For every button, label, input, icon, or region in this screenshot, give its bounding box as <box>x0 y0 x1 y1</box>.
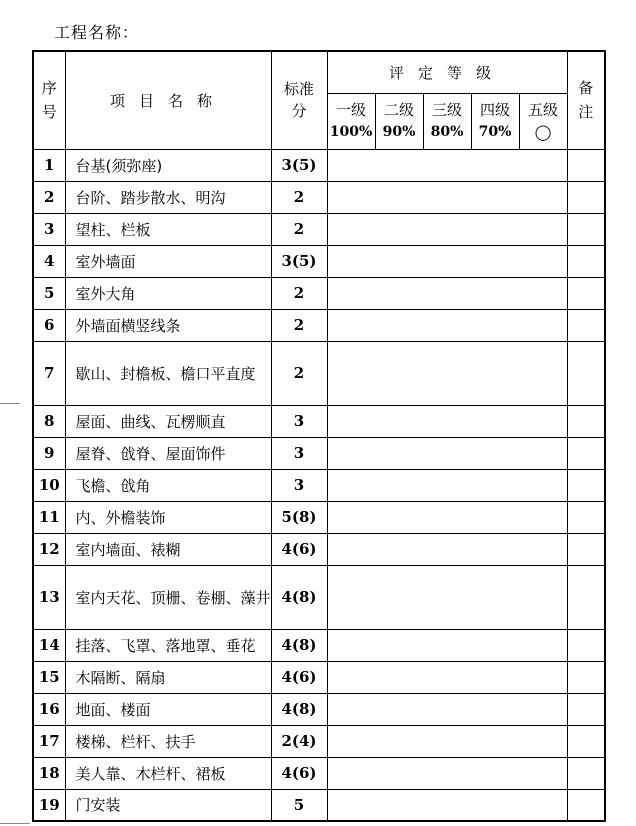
grade-cell[interactable] <box>327 277 567 309</box>
level-4-header <box>471 93 519 149</box>
level-5-name: 五级 <box>527 101 558 119</box>
standard-score: 4(6) <box>271 757 327 789</box>
table-row <box>33 565 605 629</box>
row-number: 17 <box>33 725 65 757</box>
grade-cell[interactable] <box>327 309 567 341</box>
remark-cell[interactable] <box>567 757 605 789</box>
item-name: 飞檐、戗角 <box>65 469 271 501</box>
level-4-name: 四级 <box>479 101 510 119</box>
table-row <box>33 661 605 693</box>
table-row <box>33 149 605 181</box>
level-2-pct: 90% <box>382 124 416 140</box>
grade-cell[interactable] <box>327 757 567 789</box>
standard-score: 3 <box>271 437 327 469</box>
table-row <box>33 469 605 501</box>
standard-score: 3 <box>271 405 327 437</box>
standard-header-line-2: 分 <box>291 102 307 121</box>
row-number: 15 <box>33 661 65 693</box>
standard-score-header <box>271 51 327 149</box>
level-1-pct: 100% <box>329 124 373 140</box>
standard-score: 2 <box>271 309 327 341</box>
item-name: 室外墙面 <box>65 245 271 277</box>
item-name: 屋面、曲线、瓦楞顺直 <box>65 405 271 437</box>
row-number: 14 <box>33 629 65 661</box>
remark-header-char-1: 备 <box>578 79 594 98</box>
seq-header <box>33 51 65 149</box>
header-row-top <box>33 51 605 93</box>
item-name: 望柱、栏板 <box>65 213 271 245</box>
row-number: 13 <box>33 565 65 629</box>
grade-cell[interactable] <box>327 341 567 405</box>
remark-cell[interactable] <box>567 469 605 501</box>
item-name: 美人靠、木栏杆、裙板 <box>65 757 271 789</box>
standard-score: 2 <box>271 213 327 245</box>
table-row <box>33 533 605 565</box>
table-row <box>33 309 605 341</box>
row-number: 6 <box>33 309 65 341</box>
grade-cell[interactable] <box>327 661 567 693</box>
level-5-header <box>519 93 567 149</box>
grading-header: 评定等级 <box>327 51 567 93</box>
item-name: 室内墙面、裱糊 <box>65 533 271 565</box>
grade-cell[interactable] <box>327 565 567 629</box>
standard-header-line-1: 标准 <box>283 80 314 99</box>
table-row <box>33 501 605 533</box>
table-row <box>33 437 605 469</box>
row-number: 9 <box>33 437 65 469</box>
grade-cell[interactable] <box>327 149 567 181</box>
standard-score: 2 <box>271 181 327 213</box>
item-name: 地面、楼面 <box>65 693 271 725</box>
remark-cell[interactable] <box>567 725 605 757</box>
item-name: 室外大角 <box>65 277 271 309</box>
remark-cell[interactable] <box>567 405 605 437</box>
remark-cell[interactable] <box>567 501 605 533</box>
standard-score: 4(8) <box>271 565 327 629</box>
remark-cell[interactable] <box>567 629 605 661</box>
table-row <box>33 277 605 309</box>
grade-cell[interactable] <box>327 533 567 565</box>
remark-cell[interactable] <box>567 341 605 405</box>
standard-score: 2 <box>271 341 327 405</box>
remark-cell[interactable] <box>567 309 605 341</box>
grade-cell[interactable] <box>327 789 567 821</box>
level-3-pct: 80% <box>430 124 464 140</box>
level-3-name: 三级 <box>431 101 462 119</box>
remark-cell[interactable] <box>567 661 605 693</box>
remark-cell[interactable] <box>567 565 605 629</box>
standard-score: 3(5) <box>271 245 327 277</box>
standard-score: 4(8) <box>271 629 327 661</box>
table-row <box>33 181 605 213</box>
table-row <box>33 213 605 245</box>
item-name: 挂落、飞罩、落地罩、垂花 <box>65 629 271 661</box>
item-name: 台阶、踏步散水、明沟 <box>65 181 271 213</box>
margin-tick <box>0 403 20 404</box>
table-row <box>33 405 605 437</box>
remark-cell[interactable] <box>567 277 605 309</box>
row-number: 3 <box>33 213 65 245</box>
row-number: 19 <box>33 789 65 821</box>
table-row <box>33 245 605 277</box>
remark-cell[interactable] <box>567 213 605 245</box>
standard-score: 3(5) <box>271 149 327 181</box>
grade-cell[interactable] <box>327 181 567 213</box>
grade-cell[interactable] <box>327 405 567 437</box>
remark-cell[interactable] <box>567 149 605 181</box>
item-name-header: 项目名称 <box>65 51 271 149</box>
row-number: 16 <box>33 693 65 725</box>
level-5-circle-symbol: ◯ <box>534 123 552 141</box>
table-row <box>33 757 605 789</box>
remark-cell[interactable] <box>567 533 605 565</box>
item-name: 外墙面横竖线条 <box>65 309 271 341</box>
row-number: 1 <box>33 149 65 181</box>
item-name: 台基(须弥座) <box>65 149 271 181</box>
standard-score: 4(8) <box>271 693 327 725</box>
grading-table <box>32 50 606 822</box>
margin-tick-bottom <box>0 823 30 824</box>
level-1-header <box>327 93 375 149</box>
item-name: 屋脊、戗脊、屋面饰件 <box>65 437 271 469</box>
table-row <box>33 725 605 757</box>
grade-cell[interactable] <box>327 437 567 469</box>
standard-score: 3 <box>271 469 327 501</box>
remark-cell[interactable] <box>567 181 605 213</box>
remark-header-char-2: 注 <box>578 103 594 122</box>
table-row <box>33 789 605 821</box>
standard-score: 4(6) <box>271 661 327 693</box>
row-number: 18 <box>33 757 65 789</box>
seq-header-char-1: 序 <box>41 79 57 98</box>
row-number: 8 <box>33 405 65 437</box>
standard-score: 5(8) <box>271 501 327 533</box>
item-name: 室内天花、顶栅、卷棚、藻井 <box>65 565 271 629</box>
item-name: 内、外檐装饰 <box>65 501 271 533</box>
row-number: 5 <box>33 277 65 309</box>
level-2-name: 二级 <box>383 101 414 119</box>
grade-cell[interactable] <box>327 629 567 661</box>
row-number: 10 <box>33 469 65 501</box>
item-name: 门安装 <box>65 789 271 821</box>
remark-header <box>567 51 605 149</box>
level-4-pct: 70% <box>478 124 512 140</box>
grade-cell[interactable] <box>327 245 567 277</box>
remark-cell[interactable] <box>567 245 605 277</box>
table-row <box>33 629 605 661</box>
grade-cell[interactable] <box>327 469 567 501</box>
remark-cell[interactable] <box>567 437 605 469</box>
grade-cell[interactable] <box>327 725 567 757</box>
standard-score: 2(4) <box>271 725 327 757</box>
row-number: 7 <box>33 341 65 405</box>
seq-header-char-2: 号 <box>41 103 57 122</box>
project-name-label: 工程名称： <box>54 23 140 42</box>
row-number: 4 <box>33 245 65 277</box>
item-name: 木隔断、隔扇 <box>65 661 271 693</box>
level-2-header <box>375 93 423 149</box>
standard-score: 5 <box>271 789 327 821</box>
item-name: 楼梯、栏杆、扶手 <box>65 725 271 757</box>
table-row <box>33 693 605 725</box>
grade-cell[interactable] <box>327 693 567 725</box>
item-name: 歇山、封檐板、檐口平直度 <box>65 341 271 405</box>
grade-cell[interactable] <box>327 501 567 533</box>
grade-cell[interactable] <box>327 213 567 245</box>
standard-score: 4(6) <box>271 533 327 565</box>
level-3-header <box>423 93 471 149</box>
remark-cell[interactable] <box>567 693 605 725</box>
row-number: 12 <box>33 533 65 565</box>
table-row <box>33 341 605 405</box>
standard-score: 2 <box>271 277 327 309</box>
row-number: 11 <box>33 501 65 533</box>
row-number: 2 <box>33 181 65 213</box>
level-1-name: 一级 <box>335 101 366 119</box>
remark-cell[interactable] <box>567 789 605 821</box>
